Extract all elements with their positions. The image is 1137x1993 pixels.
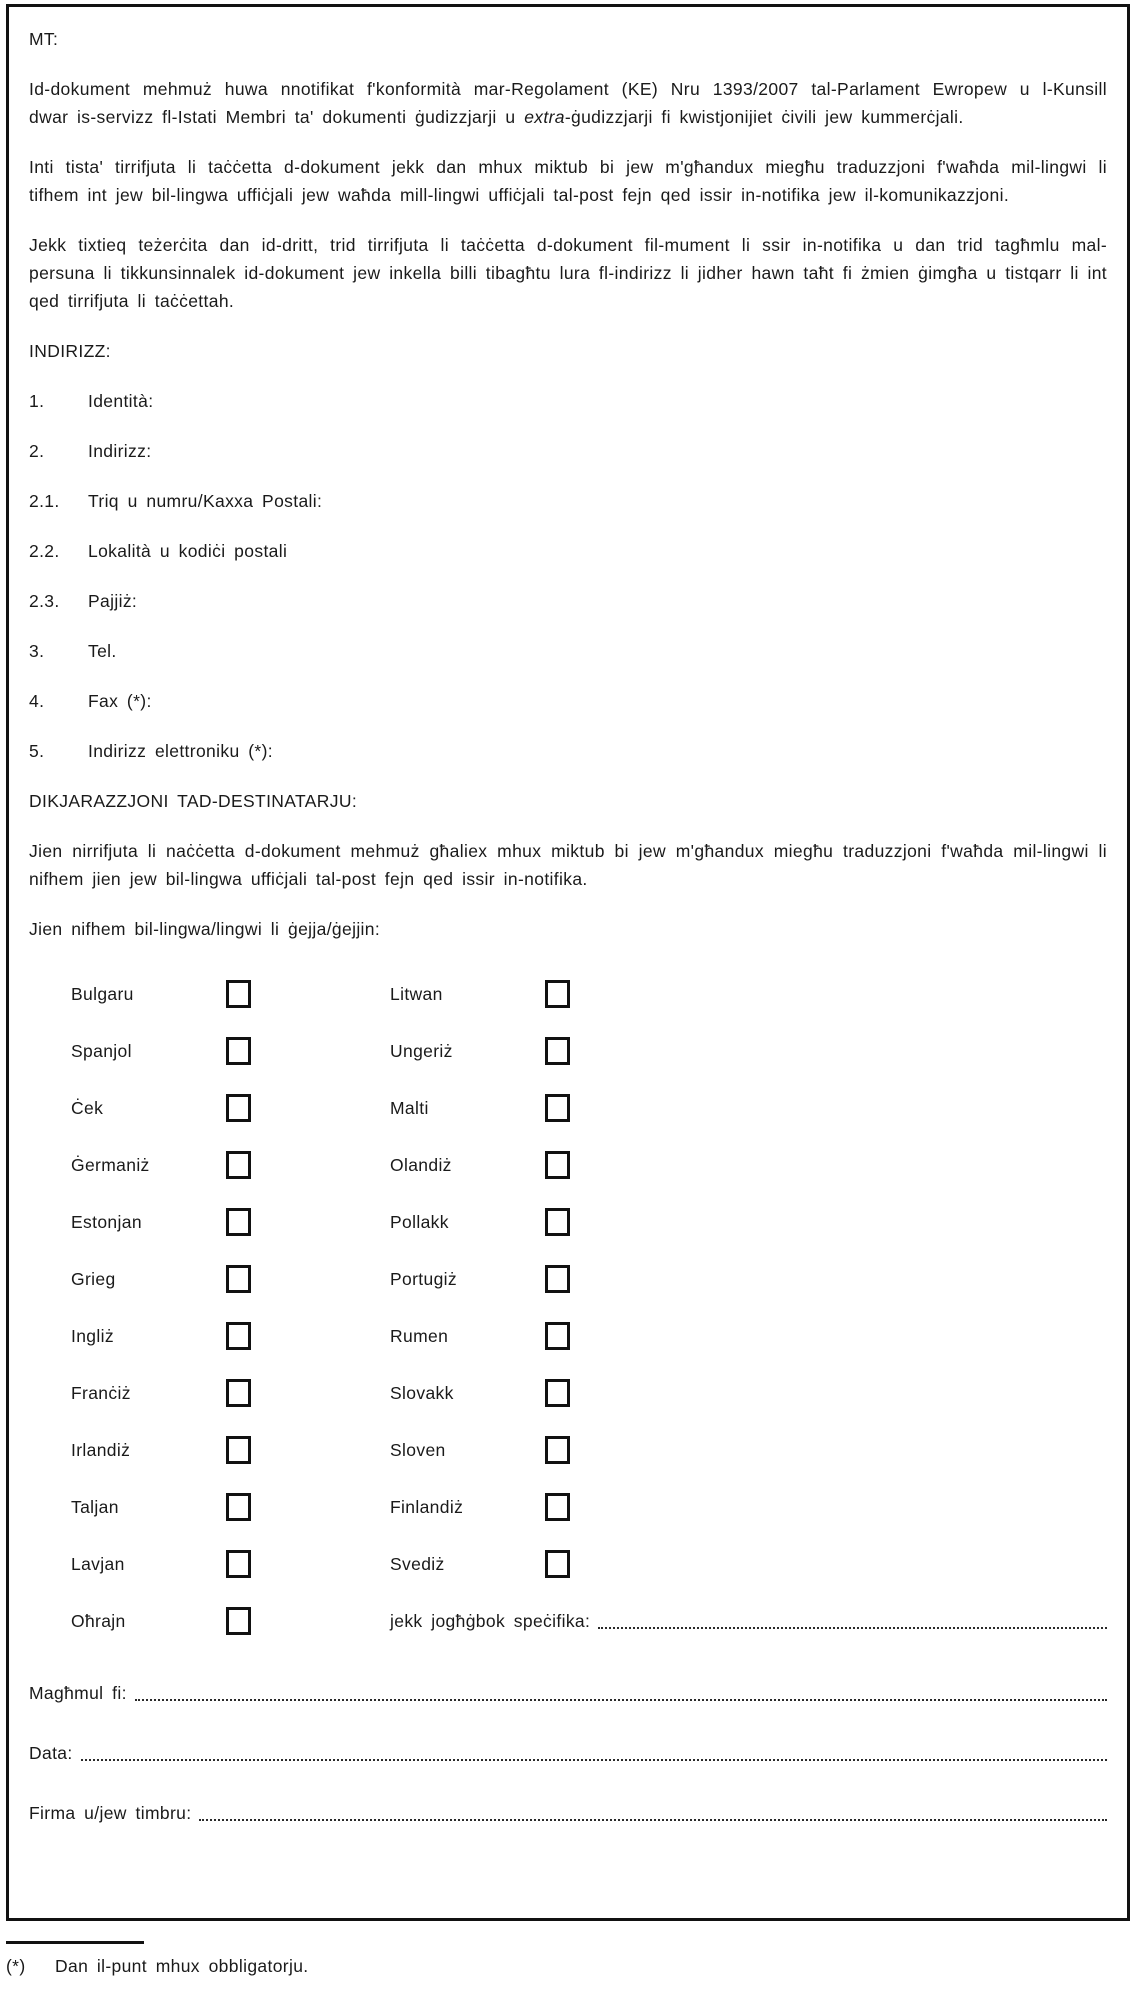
language-row: [29, 1535, 1107, 1592]
language-label-sloven: Sloven: [390, 1439, 446, 1460]
item-number: 1.: [29, 391, 45, 411]
item-label: Identità:: [88, 391, 154, 411]
intro-p1-after: -ġudizzjarji fi kwistjonijiet ċivili jew kummerċjali.: [564, 107, 964, 127]
language-label-pollakk: Pollakk: [390, 1211, 449, 1232]
language-row: [29, 1079, 1107, 1136]
specify-label: jekk jogħġbok speċifika:: [390, 1610, 591, 1631]
language-tag: MT:: [29, 29, 59, 49]
language-row: [29, 965, 1107, 1022]
checkbox-olandiz[interactable]: [545, 1151, 570, 1179]
language-row: [29, 1136, 1107, 1193]
language-label-svediz: Svediż: [390, 1553, 445, 1574]
intro-p1-italic: extra: [524, 107, 565, 127]
language-label-bulgaru: Bulgaru: [71, 983, 134, 1004]
declaration-understand-text: Jien nifhem bil-lingwa/lingwi li ġejja/ġejjin:: [29, 919, 381, 939]
signature-row: [29, 1799, 1107, 1827]
checkbox-grieg[interactable]: [226, 1265, 251, 1293]
checkbox-svediz[interactable]: [545, 1550, 570, 1578]
item-number: 2.3.: [29, 591, 60, 611]
footnote-marker: (*): [6, 1956, 26, 1976]
language-label-portugiz: Portugiż: [390, 1268, 457, 1289]
checkbox-germaniz[interactable]: [226, 1151, 251, 1179]
form-item-tel: [29, 637, 1107, 665]
language-label-ingliz: Ingliż: [71, 1325, 114, 1346]
signature-field-line[interactable]: [199, 1799, 1107, 1821]
form-item-email: [29, 737, 1107, 765]
language-checkbox-grid: [29, 965, 1107, 1649]
checkbox-ingliz[interactable]: [226, 1322, 251, 1350]
declaration-heading: DIKJARAZZJONI TAD-DESTINATARJU:: [29, 791, 358, 811]
item-number: 2.2.: [29, 541, 60, 561]
language-row: [29, 1421, 1107, 1478]
item-number: 2.: [29, 441, 45, 461]
language-label-ungeriz: Ungeriż: [390, 1040, 453, 1061]
language-label-ohrajn: Oħrajn: [71, 1610, 126, 1631]
checkbox-finlandiz[interactable]: [545, 1493, 570, 1521]
form-item-address: [29, 437, 1107, 465]
form-item-locality: [29, 537, 1107, 565]
item-label: Indirizz elettroniku (*):: [88, 741, 273, 761]
checkbox-irlandiz[interactable]: [226, 1436, 251, 1464]
language-label-germaniz: Ġermaniż: [71, 1154, 150, 1175]
checkbox-ohrajn[interactable]: [226, 1607, 251, 1635]
form-item-fax: [29, 687, 1107, 715]
item-label: Lokalità u kodiċi postali: [88, 541, 288, 561]
address-heading: INDIRIZZ:: [29, 341, 111, 361]
language-label-grieg: Grieg: [71, 1268, 116, 1289]
item-label: Fax (*):: [88, 691, 152, 711]
signature-label: Firma u/jew timbru:: [29, 1803, 192, 1823]
item-number: 2.1.: [29, 491, 60, 511]
checkbox-slovakk[interactable]: [545, 1379, 570, 1407]
declaration-refusal-text: Jien nirrifjuta li naċċetta d-dokument mehmuż għaliex mhux miktub bi jew m'għandux miegħu traduzzjoni f'waħda mil-lingwi li nifhem jien jew bil-lingwa uffiċjali tal-post fejn qed issir in-notifika.: [29, 841, 1107, 889]
language-label-franciz: Franċiż: [71, 1382, 131, 1403]
document-frame: [6, 4, 1130, 1921]
language-label-finlandiz: Finlandiż: [390, 1496, 464, 1517]
footnote-text: Dan il-punt mhux obbligatorju.: [55, 1956, 309, 1976]
language-row: [29, 1022, 1107, 1079]
date-label: Data:: [29, 1743, 73, 1763]
checkbox-malti[interactable]: [545, 1094, 570, 1122]
checkbox-franciz[interactable]: [226, 1379, 251, 1407]
done-at-row: [29, 1679, 1107, 1707]
footnote: [6, 1941, 1137, 1980]
item-label: Triq u numru/Kaxxa Postali:: [88, 491, 323, 511]
language-row: [29, 1193, 1107, 1250]
intro-p1-before: Id-dokument mehmuż huwa nnotifikat f'konformità mar-Regolament (KE) Nru 1393/2007 tal-Parlament Ewropew u l-Kunsill dwar is-servizz fl-Istati Membri ta' dokumenti ġudizzjarji u: [29, 79, 1107, 127]
checkbox-sloven[interactable]: [545, 1436, 570, 1464]
item-label: Pajjiż:: [88, 591, 138, 611]
language-label-litwan: Litwan: [390, 983, 443, 1004]
intro-paragraph-3: Jekk tixtieq teżerċita dan id-dritt, trid tirrifjuta li taċċetta d-dokument fil-mument li ssir in-notifika u dan trid tagħmlu mal-persuna li tikkunsinnalek id-dokument jew inkella billi tibagħtu lura fl-indirizz li jidher hawn taħt fi żmien ġimgħa u tistqarr li int qed tirrifjuta li taċċettah.: [29, 235, 1107, 311]
language-label-spanjol: Spanjol: [71, 1040, 132, 1061]
language-row: [29, 1478, 1107, 1535]
checkbox-portugiz[interactable]: [545, 1265, 570, 1293]
language-label-cek: Ċek: [71, 1097, 104, 1118]
date-row: [29, 1739, 1107, 1767]
form-item-street: [29, 487, 1107, 515]
intro-paragraph-1: [29, 75, 1107, 131]
checkbox-estonjan[interactable]: [226, 1208, 251, 1236]
checkbox-lavjan[interactable]: [226, 1550, 251, 1578]
language-label-estonjan: Estonjan: [71, 1211, 142, 1232]
checkbox-pollakk[interactable]: [545, 1208, 570, 1236]
specify-field-line[interactable]: [598, 1607, 1107, 1629]
item-label: Indirizz:: [88, 441, 152, 461]
done-at-label: Magħmul fi:: [29, 1683, 127, 1703]
checkbox-cek[interactable]: [226, 1094, 251, 1122]
form-item-identity: [29, 387, 1107, 415]
item-number: 4.: [29, 691, 45, 711]
language-label-malti: Malti: [390, 1097, 429, 1118]
language-row: [29, 1364, 1107, 1421]
checkbox-spanjol[interactable]: [226, 1037, 251, 1065]
item-number: 3.: [29, 641, 45, 661]
date-field-line[interactable]: [81, 1739, 1107, 1761]
language-label-olandiz: Olandiż: [390, 1154, 452, 1175]
item-label: Tel.: [88, 641, 117, 661]
language-label-irlandiz: Irlandiż: [71, 1439, 131, 1460]
checkbox-bulgaru[interactable]: [226, 980, 251, 1008]
checkbox-ungeriz[interactable]: [545, 1037, 570, 1065]
form-item-country: [29, 587, 1107, 615]
item-number: 5.: [29, 741, 45, 761]
done-at-field-line[interactable]: [135, 1679, 1107, 1701]
language-label-lavjan: Lavjan: [71, 1553, 125, 1574]
language-label-rumen: Rumen: [390, 1325, 449, 1346]
language-row-other: [29, 1592, 1107, 1649]
language-row: [29, 1307, 1107, 1364]
intro-paragraph-2: Inti tista' tirrifjuta li taċċetta d-dokument jekk dan mhux miktub bi jew m'għandux miegħu traduzzjoni f'waħda mil-lingwi li tifhem int jew bil-lingwa uffiċjali jew waħda mill-lingwi uffiċjali tal-post fejn qed issir in-notifika jew il-komunikazzjoni.: [29, 157, 1107, 205]
checkbox-litwan[interactable]: [545, 980, 570, 1008]
language-label-taljan: Taljan: [71, 1496, 119, 1517]
language-label-slovakk: Slovakk: [390, 1382, 454, 1403]
language-row: [29, 1250, 1107, 1307]
footnote-divider: [6, 1941, 144, 1944]
checkbox-taljan[interactable]: [226, 1493, 251, 1521]
checkbox-rumen[interactable]: [545, 1322, 570, 1350]
